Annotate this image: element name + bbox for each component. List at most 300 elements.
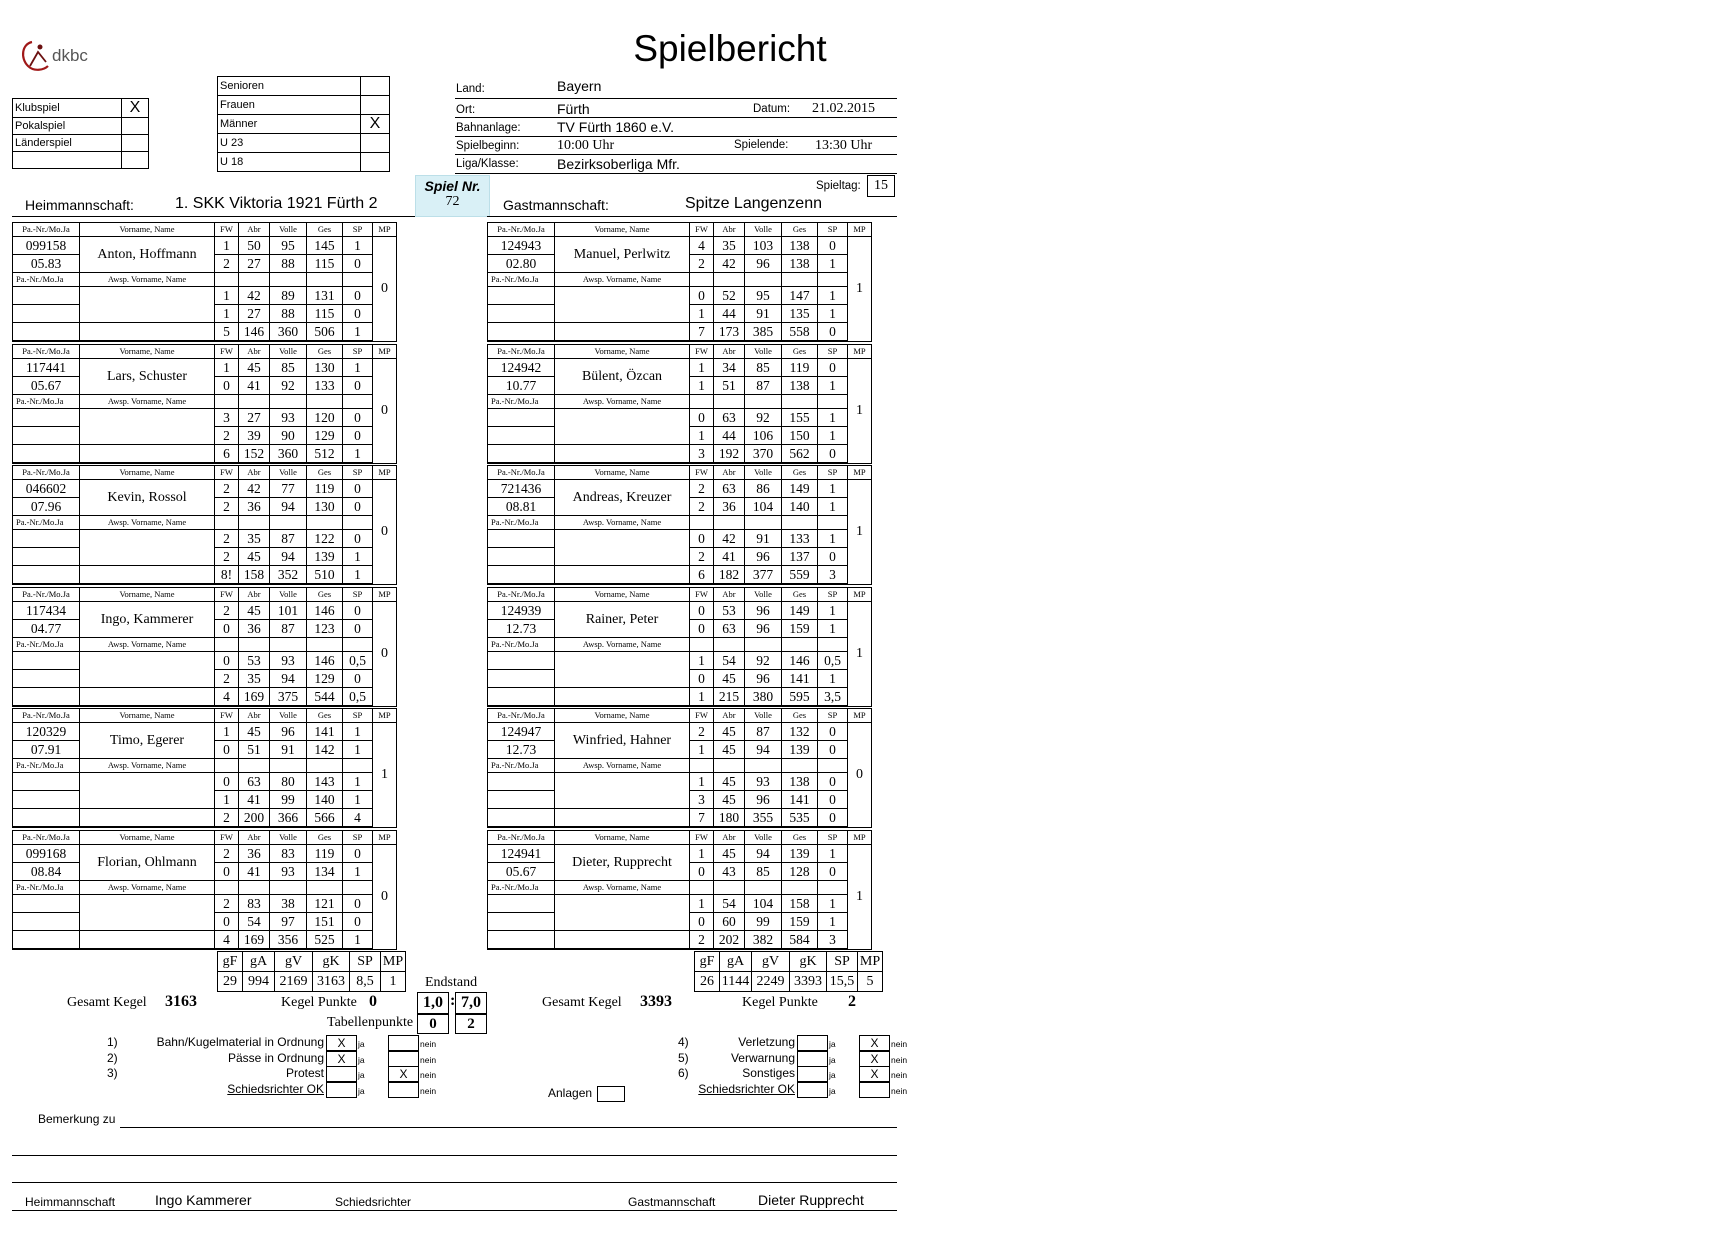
- total-value: 544: [307, 688, 343, 707]
- game-type-mark[interactable]: [122, 118, 149, 135]
- fw-header: FW: [215, 709, 239, 723]
- fw-header: FW: [215, 345, 239, 359]
- player-pass-number: 099168: [13, 845, 80, 863]
- lane-value: 0: [343, 602, 373, 620]
- substitute-pnr[interactable]: [488, 652, 555, 670]
- player-pass-number: 117441: [13, 359, 80, 377]
- check-ja-box[interactable]: [797, 1051, 828, 1067]
- substitute-pnr[interactable]: [488, 773, 555, 791]
- sub-pnr-header: Pa.-Nr./Mo.Ja: [13, 395, 80, 409]
- substitute-moja[interactable]: [13, 670, 80, 688]
- lane-value: 0: [215, 652, 239, 670]
- lane-value: 1: [690, 427, 714, 445]
- total-value: 169: [239, 688, 270, 707]
- endstand-separator: :: [450, 992, 456, 1009]
- lane-value: 52: [714, 287, 745, 305]
- substitute-pnr[interactable]: [488, 409, 555, 427]
- lane-value: 150: [782, 427, 818, 445]
- substitute-pnr[interactable]: [13, 773, 80, 791]
- total-value: 356: [270, 931, 307, 950]
- substitute-moja[interactable]: [488, 427, 555, 445]
- player-pass-number: 046602: [13, 480, 80, 498]
- empty-cell: [745, 516, 782, 530]
- total-value: 3,5: [818, 688, 848, 707]
- abr-header: Abr: [239, 345, 270, 359]
- substitute-name[interactable]: [555, 652, 690, 688]
- check-ja-box[interactable]: [797, 1082, 828, 1098]
- lane-value: 2: [690, 480, 714, 498]
- empty-cell: [13, 323, 80, 342]
- total-value: 558: [782, 323, 818, 342]
- lane-value: 51: [239, 741, 270, 759]
- check-ja-box[interactable]: X: [326, 1035, 357, 1051]
- guest-team-label: Gastmannschaft:: [503, 197, 609, 213]
- lane-value: 0: [343, 377, 373, 395]
- empty-cell: [307, 516, 343, 530]
- guest-player-block: [487, 708, 872, 828]
- lane-value: 45: [714, 773, 745, 791]
- lane-value: 38: [270, 895, 307, 913]
- total-value: 2: [690, 931, 714, 950]
- total-value: 182: [714, 566, 745, 585]
- substitute-name[interactable]: [80, 652, 215, 688]
- substitute-header: Awsp. Vorname, Name: [555, 759, 690, 773]
- lane-value: 115: [307, 255, 343, 273]
- volle-header: Volle: [745, 466, 782, 480]
- check-nein-box[interactable]: [388, 1035, 419, 1051]
- totals-header: SP: [827, 952, 858, 972]
- match-point: 0: [373, 480, 397, 585]
- lane-value: 42: [714, 530, 745, 548]
- substitute-pnr[interactable]: [488, 287, 555, 305]
- totals-value: 2169: [275, 972, 313, 992]
- check-ja-box[interactable]: [797, 1066, 828, 1082]
- empty-cell: [745, 759, 782, 773]
- anlagen-label: Anlagen: [548, 1086, 593, 1100]
- substitute-name[interactable]: [80, 773, 215, 809]
- guest-player-block: [487, 222, 872, 342]
- substitute-moja[interactable]: [488, 791, 555, 809]
- empty-cell: [714, 516, 745, 530]
- lane-value: 53: [714, 602, 745, 620]
- lane-value: 0: [343, 409, 373, 427]
- name-header: Vorname, Name: [80, 345, 215, 359]
- empty-cell: [488, 566, 555, 585]
- substitute-pnr[interactable]: [13, 530, 80, 548]
- abr-header: Abr: [714, 709, 745, 723]
- check-ja-box[interactable]: [326, 1082, 357, 1098]
- substitute-pnr[interactable]: [13, 652, 80, 670]
- mp-header: MP: [848, 588, 872, 602]
- name-header: Vorname, Name: [80, 588, 215, 602]
- guest-player-block: [487, 830, 872, 950]
- check-label: Protest: [285, 1066, 324, 1080]
- category-table: [217, 76, 390, 172]
- empty-cell: [690, 395, 714, 409]
- total-value: 380: [745, 688, 782, 707]
- total-value: 0: [818, 809, 848, 828]
- total-value: 3: [818, 931, 848, 950]
- substitute-moja[interactable]: [13, 913, 80, 931]
- pnr-header: Pa.-Nr./Mo.Ja: [13, 466, 80, 480]
- lane-value: 77: [270, 480, 307, 498]
- player-birth-month: 08.81: [488, 498, 555, 516]
- empty-cell: [239, 395, 270, 409]
- substitute-moja[interactable]: [13, 791, 80, 809]
- player-row: [13, 602, 397, 620]
- fw-header: FW: [215, 223, 239, 237]
- lane-value: 133: [782, 530, 818, 548]
- pnr-header: Pa.-Nr./Mo.Ja: [488, 588, 555, 602]
- mp-header: MP: [373, 831, 397, 845]
- check-nein-box[interactable]: X: [859, 1066, 890, 1082]
- player-birth-month: 12.73: [488, 620, 555, 638]
- lane-value: 0,5: [343, 652, 373, 670]
- substitute-name[interactable]: [555, 530, 690, 566]
- empty-cell: [343, 759, 373, 773]
- lane-value: 83: [239, 895, 270, 913]
- lane-value: 95: [745, 287, 782, 305]
- lane-value: 34: [714, 359, 745, 377]
- land-label: Land:: [456, 83, 485, 95]
- total-value: 202: [714, 931, 745, 950]
- check-nein-box[interactable]: X: [388, 1066, 419, 1082]
- total-value: 0: [818, 445, 848, 464]
- lane-value: 1: [690, 359, 714, 377]
- lane-value: 141: [782, 791, 818, 809]
- lane-value: 80: [270, 773, 307, 791]
- ges-header: Ges: [782, 709, 818, 723]
- substitute-moja[interactable]: [488, 913, 555, 931]
- substitute-pnr[interactable]: [488, 895, 555, 913]
- check-label: Bahn/Kugelmaterial in Ordnung: [156, 1035, 324, 1049]
- guest-team-name: Spitze Langenzenn: [685, 195, 822, 212]
- abr-header: Abr: [239, 466, 270, 480]
- lane-value: 94: [270, 548, 307, 566]
- player-header-row: [488, 345, 872, 359]
- empty-cell: [488, 445, 555, 464]
- lane-value: 0: [215, 913, 239, 931]
- lane-value: 0: [343, 287, 373, 305]
- lane-value: 1: [690, 652, 714, 670]
- empty-cell: [13, 566, 80, 585]
- player-header-row: [13, 709, 397, 723]
- lane-value: 132: [782, 723, 818, 741]
- empty-cell: [307, 881, 343, 895]
- lane-value: 2: [215, 670, 239, 688]
- category-mark[interactable]: X: [361, 115, 390, 134]
- lane-value: 63: [714, 480, 745, 498]
- totals-value: 26: [695, 972, 720, 992]
- game-type-row: [13, 118, 149, 135]
- game-type-mark[interactable]: X: [122, 99, 149, 118]
- empty-cell: [343, 881, 373, 895]
- mp-header: MP: [848, 345, 872, 359]
- sp-header: SP: [343, 588, 373, 602]
- substitute-pnr[interactable]: [488, 530, 555, 548]
- substitute-header-row: [13, 395, 397, 409]
- empty-cell: [690, 759, 714, 773]
- empty-cell: [270, 881, 307, 895]
- check-label: Schiedsrichter OK: [698, 1081, 795, 1096]
- category-row: [218, 134, 390, 153]
- lane-value: 2: [690, 548, 714, 566]
- check-label: Sonstiges: [742, 1066, 795, 1080]
- lane-value: 138: [782, 237, 818, 255]
- empty-cell: [215, 881, 239, 895]
- category-mark[interactable]: [361, 153, 390, 172]
- empty-cell: [818, 395, 848, 409]
- lane-value: 146: [782, 652, 818, 670]
- fw-header: FW: [215, 831, 239, 845]
- player-header-row: [13, 588, 397, 602]
- lane-value: 97: [270, 913, 307, 931]
- name-header: Vorname, Name: [555, 223, 690, 237]
- category-mark[interactable]: [361, 96, 390, 115]
- category-label: Männer: [218, 115, 361, 134]
- substitute-moja[interactable]: [488, 670, 555, 688]
- total-value: 366: [270, 809, 307, 828]
- game-type-mark[interactable]: [122, 135, 149, 152]
- check-label: Schiedsrichter OK: [227, 1081, 324, 1096]
- lane-value: 139: [782, 741, 818, 759]
- empty-cell: [745, 273, 782, 287]
- totals-header: gK: [790, 952, 827, 972]
- player-total-row: [488, 323, 872, 342]
- player-header-row: [488, 466, 872, 480]
- game-type-mark[interactable]: [122, 152, 149, 169]
- lane-value: 96: [745, 548, 782, 566]
- pnr-header: Pa.-Nr./Mo.Ja: [13, 709, 80, 723]
- lane-value: 2: [690, 255, 714, 273]
- check-nein-box[interactable]: X: [859, 1035, 890, 1051]
- volle-header: Volle: [270, 709, 307, 723]
- volle-header: Volle: [745, 223, 782, 237]
- tabellenpunkte-label: Tabellenpunkte: [327, 1015, 414, 1030]
- substitute-name[interactable]: [80, 409, 215, 445]
- totals-header: gF: [218, 952, 243, 972]
- empty-cell: [555, 931, 690, 950]
- player-birth-month: 07.96: [13, 498, 80, 516]
- anlagen-box[interactable]: [597, 1086, 625, 1102]
- ja-label: ja: [829, 1085, 836, 1096]
- total-value: 360: [270, 445, 307, 464]
- substitute-moja[interactable]: [488, 305, 555, 323]
- substitute-moja[interactable]: [13, 305, 80, 323]
- lane-value: 147: [782, 287, 818, 305]
- lane-value: 85: [745, 359, 782, 377]
- lane-value: 1: [818, 377, 848, 395]
- guest-player-block: [487, 344, 872, 464]
- lane-value: 44: [714, 305, 745, 323]
- check-nein-box[interactable]: [388, 1051, 419, 1067]
- lane-value: 115: [307, 305, 343, 323]
- category-mark[interactable]: [361, 134, 390, 153]
- fw-header: FW: [690, 345, 714, 359]
- nein-label: nein: [420, 1070, 437, 1080]
- ja-label: ja: [829, 1039, 836, 1049]
- substitute-moja[interactable]: [13, 427, 80, 445]
- lane-value: 54: [714, 895, 745, 913]
- substitute-name[interactable]: [555, 287, 690, 323]
- lane-value: 92: [270, 377, 307, 395]
- lane-value: 1: [343, 773, 373, 791]
- substitute-pnr[interactable]: [13, 409, 80, 427]
- page-title: Spielbericht: [633, 28, 827, 69]
- player-name: Lars, Schuster: [80, 359, 215, 395]
- substitute-name[interactable]: [80, 895, 215, 931]
- lane-value: 101: [270, 602, 307, 620]
- total-value: 146: [239, 323, 270, 342]
- mp-header: MP: [373, 588, 397, 602]
- substitute-name[interactable]: [555, 773, 690, 809]
- total-value: 173: [714, 323, 745, 342]
- sp-header: SP: [343, 831, 373, 845]
- empty-cell: [488, 931, 555, 950]
- lane-value: 36: [239, 498, 270, 516]
- lane-value: 1: [215, 723, 239, 741]
- player-row: [488, 480, 872, 498]
- lane-value: 86: [745, 480, 782, 498]
- player-pass-number: 124943: [488, 237, 555, 255]
- empty-cell: [690, 516, 714, 530]
- total-value: 152: [239, 445, 270, 464]
- guest-gesamt-label: Gesamt Kegel: [542, 995, 622, 1010]
- lane-value: 54: [714, 652, 745, 670]
- lane-value: 87: [270, 530, 307, 548]
- fw-header: FW: [690, 831, 714, 845]
- game-type-label: Pokalspiel: [13, 118, 122, 135]
- player-total-row: [488, 688, 872, 707]
- spielbeginn-label: Spielbeginn:: [456, 140, 520, 152]
- category-mark[interactable]: [361, 77, 390, 96]
- lane-value: 0: [818, 773, 848, 791]
- total-value: 377: [745, 566, 782, 585]
- player-name: Florian, Ohlmann: [80, 845, 215, 881]
- check-label: Pässe in Ordnung: [227, 1050, 324, 1065]
- lane-value: 1: [818, 498, 848, 516]
- home-player-block: [12, 708, 397, 828]
- substitute-pnr[interactable]: [13, 895, 80, 913]
- empty-cell: [270, 638, 307, 652]
- lane-value: 1: [690, 895, 714, 913]
- guest-signature-name: Dieter Rupprecht: [758, 1192, 864, 1208]
- lane-value: 27: [239, 305, 270, 323]
- substitute-name[interactable]: [555, 895, 690, 931]
- substitute-name[interactable]: [80, 287, 215, 323]
- lane-value: 88: [270, 255, 307, 273]
- ges-header: Ges: [782, 223, 818, 237]
- total-value: 158: [239, 566, 270, 585]
- name-header: Vorname, Name: [555, 466, 690, 480]
- sp-header: SP: [343, 709, 373, 723]
- substitute-header: Awsp. Vorname, Name: [80, 638, 215, 652]
- check-ja-box[interactable]: [326, 1066, 357, 1082]
- lane-value: 93: [270, 652, 307, 670]
- lane-value: 120: [307, 409, 343, 427]
- ges-header: Ges: [307, 345, 343, 359]
- player-name: Anton, Hoffmann: [80, 237, 215, 273]
- check-nein-box[interactable]: [388, 1082, 419, 1098]
- ges-header: Ges: [307, 466, 343, 480]
- name-header: Vorname, Name: [80, 709, 215, 723]
- sub-pnr-header: Pa.-Nr./Mo.Ja: [488, 638, 555, 652]
- check-ja-box[interactable]: X: [326, 1051, 357, 1067]
- lane-value: 134: [307, 863, 343, 881]
- lane-value: 27: [239, 255, 270, 273]
- fw-header: FW: [690, 466, 714, 480]
- lane-value: 119: [307, 845, 343, 863]
- player-row: [488, 723, 872, 741]
- empty-cell: [215, 759, 239, 773]
- lane-value: 0: [343, 255, 373, 273]
- totals-value: 5: [858, 972, 883, 992]
- check-number: 4): [678, 1035, 689, 1049]
- lane-value: 0: [215, 863, 239, 881]
- substitute-name[interactable]: [80, 530, 215, 566]
- lane-value: 0: [343, 913, 373, 931]
- total-value: 375: [270, 688, 307, 707]
- lane-value: 0: [818, 237, 848, 255]
- lane-value: 91: [745, 530, 782, 548]
- lane-value: 128: [782, 863, 818, 881]
- datum-label: Datum:: [753, 103, 791, 115]
- total-value: 4: [215, 931, 239, 950]
- lane-value: 3: [215, 409, 239, 427]
- lane-value: 41: [239, 791, 270, 809]
- player-row: [13, 409, 397, 427]
- player-header-row: [13, 223, 397, 237]
- substitute-pnr[interactable]: [13, 287, 80, 305]
- empty-cell: [80, 688, 215, 707]
- substitute-moja[interactable]: [13, 548, 80, 566]
- player-name: Andreas, Kreuzer: [555, 480, 690, 516]
- substitute-header: Awsp. Vorname, Name: [80, 516, 215, 530]
- lane-value: 139: [782, 845, 818, 863]
- check-nein-box[interactable]: [859, 1082, 890, 1098]
- lane-value: 96: [745, 255, 782, 273]
- lane-value: 1: [215, 791, 239, 809]
- spielende-label: Spielende:: [734, 139, 789, 151]
- sub-pnr-header: Pa.-Nr./Mo.Ja: [13, 638, 80, 652]
- empty-cell: [818, 516, 848, 530]
- check-ja-box[interactable]: [797, 1035, 828, 1051]
- match-point: 0: [373, 602, 397, 707]
- empty-cell: [343, 395, 373, 409]
- substitute-moja[interactable]: [488, 548, 555, 566]
- empty-cell: [745, 881, 782, 895]
- total-value: 7: [690, 323, 714, 342]
- substitute-name[interactable]: [555, 409, 690, 445]
- endstand-home: 1,0: [417, 992, 449, 1015]
- pnr-header: Pa.-Nr./Mo.Ja: [13, 831, 80, 845]
- category-label: Senioren: [218, 77, 361, 96]
- lane-value: 129: [307, 427, 343, 445]
- lane-value: 93: [270, 409, 307, 427]
- check-nein-box[interactable]: X: [859, 1051, 890, 1067]
- match-point: 1: [848, 359, 872, 464]
- lane-value: 45: [714, 670, 745, 688]
- totals-header: gV: [752, 952, 790, 972]
- substitute-header-row: [488, 759, 872, 773]
- player-birth-month: 05.83: [13, 255, 80, 273]
- datum-value: 21.02.2015: [812, 101, 875, 116]
- check-number: 2): [107, 1050, 118, 1065]
- total-value: 382: [745, 931, 782, 950]
- player-row: [13, 845, 397, 863]
- lane-value: 99: [745, 913, 782, 931]
- total-value: 352: [270, 566, 307, 585]
